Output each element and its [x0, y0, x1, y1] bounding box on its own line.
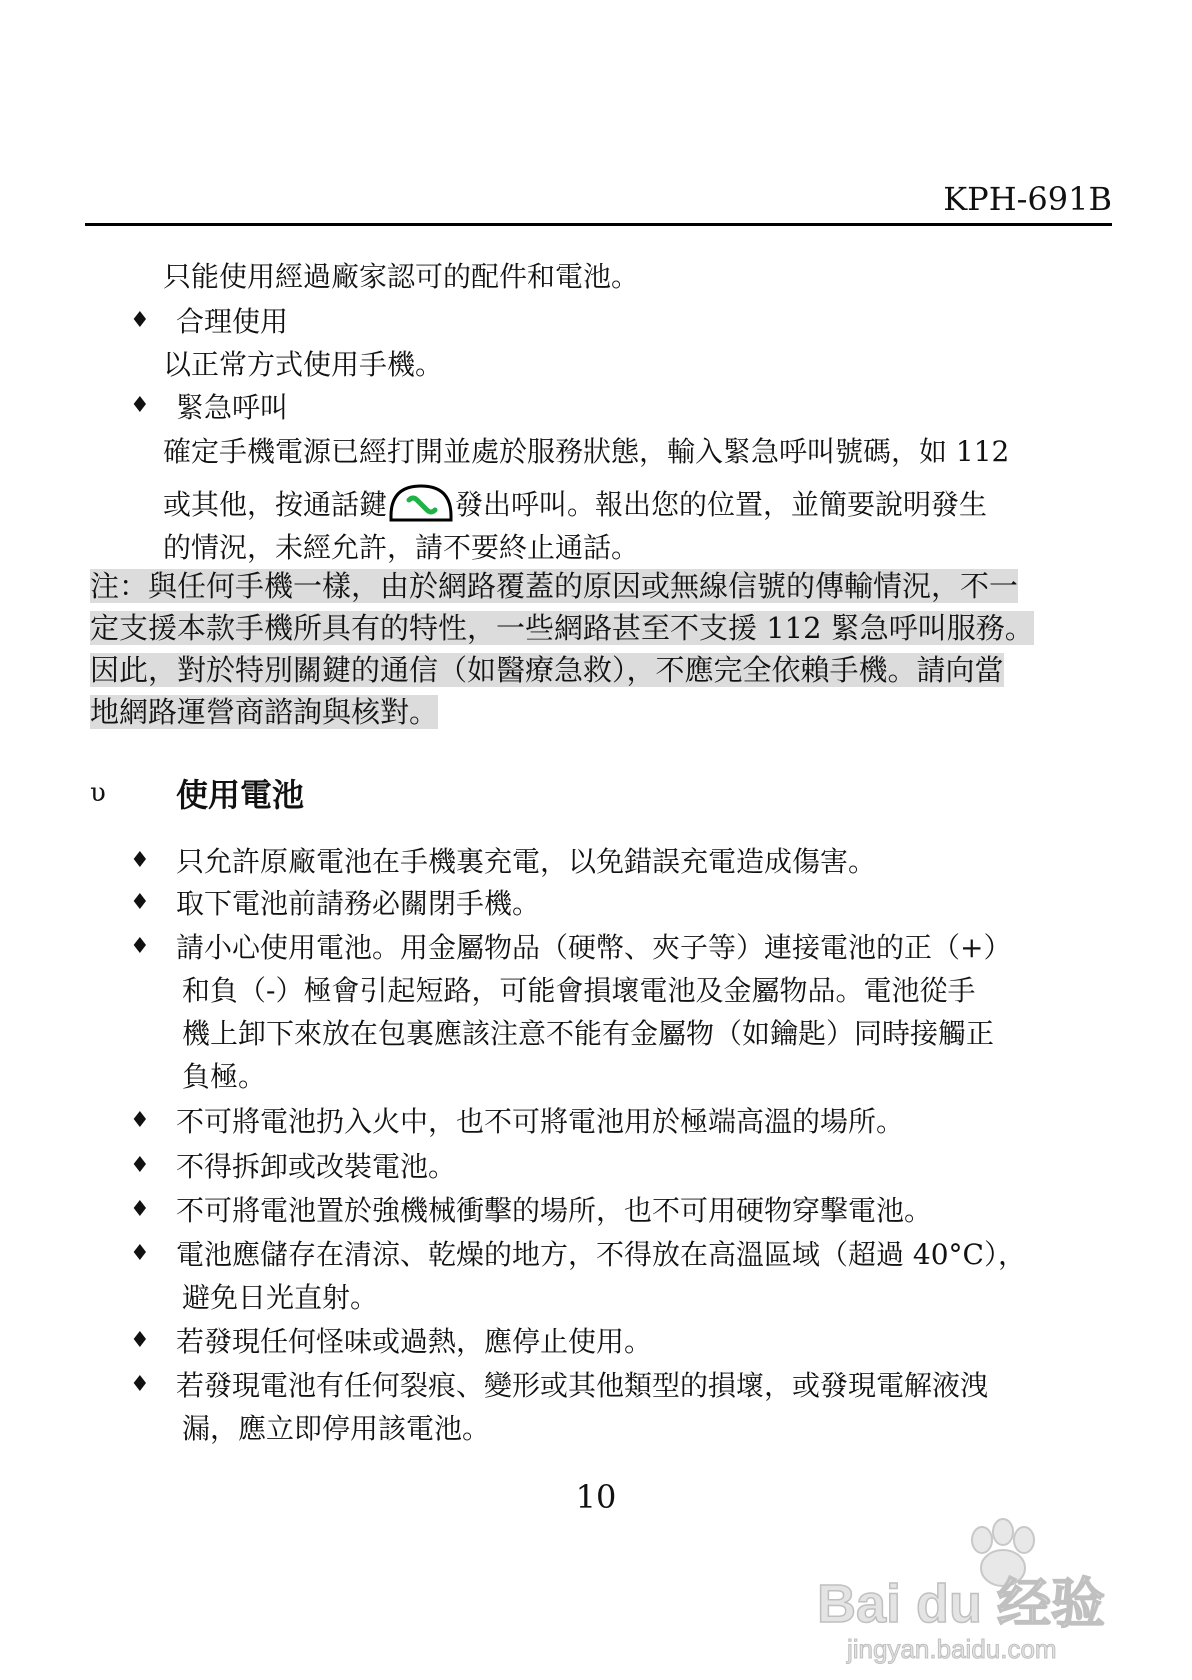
battery-bullet-7-line-2: 避免日光直射。 [182, 1281, 379, 1314]
note-line-3: 因此，對於特別關鍵的通信（如醫療急救），不應完全依賴手機。請向當 [90, 653, 1004, 687]
battery-bullet-5: 不得拆卸或改裝電池。 [176, 1150, 457, 1183]
emergency-call-title: 緊急呼叫 [176, 391, 289, 424]
battery-bullet-9-line-2: 漏，應立即停用該電池。 [182, 1412, 491, 1445]
bullet-icon: ♦ [130, 890, 150, 915]
battery-section-heading: 使用電池 [176, 776, 305, 814]
emergency-line-1: 確定手機電源已經打開並處於服務狀態，輸入緊急呼叫號碼，如 112 [163, 435, 1010, 468]
bullet-icon: ♦ [130, 848, 150, 873]
battery-bullet-1: 只允許原廠電池在手機裏充電，以免錯誤充電造成傷害。 [176, 845, 877, 878]
battery-bullet-3-line-3: 機上卸下來放在包裏應該注意不能有金屬物（如鑰匙）同時接觸正 [182, 1017, 995, 1050]
battery-bullet-7-line-1: 電池應儲存在清涼、乾燥的地方，不得放在高溫區域（超過 40°C）， [176, 1238, 1026, 1271]
emergency-line-2 [163, 482, 987, 523]
battery-bullet-8: 若發現任何怪味或過熱，應停止使用。 [176, 1325, 653, 1358]
bullet-icon: ♦ [130, 1241, 150, 1266]
battery-bullet-3-line-2: 和負（-）極會引起短路，可能會損壞電池及金屬物品。電池從手 [182, 974, 976, 1007]
battery-bullet-4: 不可將電池扔入火中，也不可將電池用於極端高溫的場所。 [176, 1105, 905, 1138]
accessories-line: 只能使用經過廠家認可的配件和電池。 [163, 260, 640, 293]
bullet-icon: ♦ [130, 1197, 150, 1222]
header-divider [85, 223, 1112, 226]
model-number: KPH-691B [943, 180, 1112, 218]
bullet-icon: ♦ [130, 934, 150, 959]
battery-bullet-9-line-1: 若發現電池有任何裂痕、變形或其他類型的損壞，或發現電解液洩 [176, 1369, 989, 1402]
emergency-line-2-before: 或其他，按通話鍵 [163, 488, 388, 521]
reasonable-use-text: 以正常方式使用手機。 [163, 348, 444, 381]
note-line-2: 定支援本款手機所具有的特性，一些網路甚至不支援 112 緊急呼叫服務。 [90, 611, 1034, 645]
bullet-icon: ♦ [130, 1328, 150, 1353]
call-key-icon [387, 482, 455, 522]
note-line-1: 注：與任何手機一樣，由於網路覆蓋的原因或無線信號的傳輸情況，不一 [90, 569, 1019, 603]
battery-bullet-3-line-1: 請小心使用電池。用金屬物品（硬幣、夾子等）連接電池的正（+） [176, 931, 1012, 964]
emergency-line-2-after: 發出呼叫。報出您的位置，並簡要說明發生 [455, 488, 988, 521]
page-number: 10 [575, 1478, 617, 1516]
battery-bullet-3-line-4: 負極。 [182, 1060, 267, 1093]
note-block [90, 565, 1112, 733]
section-marker-icon: υ [90, 778, 106, 808]
bullet-icon: ♦ [130, 393, 150, 418]
bullet-icon: ♦ [130, 1153, 150, 1178]
emergency-line-3: 的情況，未經允許，請不要終止通話。 [163, 531, 640, 564]
battery-bullet-2: 取下電池前請務必關閉手機。 [176, 887, 541, 920]
watermark-url: jingyan.baidu.com [847, 1634, 1057, 1664]
reasonable-use-title: 合理使用 [176, 305, 289, 338]
watermark-brand: Bai du 经验 [817, 1574, 1106, 1634]
bullet-icon: ♦ [130, 1372, 150, 1397]
battery-bullet-6: 不可將電池置於強機械衝擊的場所，也不可用硬物穿擊電池。 [176, 1194, 933, 1227]
bullet-icon: ♦ [130, 1108, 150, 1133]
bullet-icon: ♦ [130, 308, 150, 333]
baidu-watermark [807, 1510, 1137, 1665]
note-line-4: 地網路運營商諮詢與核對。 [90, 695, 439, 729]
